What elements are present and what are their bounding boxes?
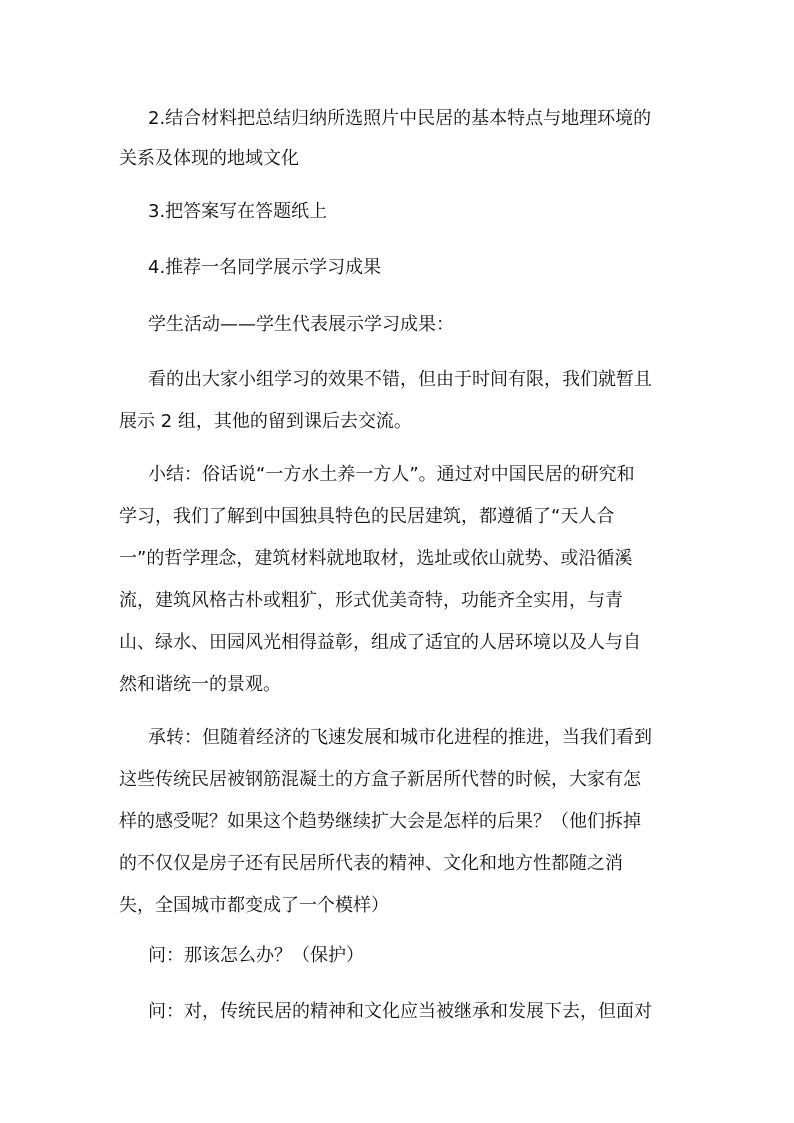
text-line: 4.推荐一名同学展示学习成果 (148, 257, 382, 278)
text-line: 学生活动——学生代表展示学习成果： (148, 314, 454, 335)
text-line: 承转：但随着经济的飞速发展和城市化进程的推进，当我们看到 (148, 727, 652, 748)
text-line: 的不仅仅是房子还有民居所代表的精神、文化和地方性都随之消 (119, 853, 623, 874)
text-line: 展示 2 组，其他的留到课后去交流。 (119, 411, 412, 432)
text-line: 山、绿水、田园风光相得益彰，组成了适宜的人居环境以及人与自 (119, 632, 641, 653)
text-line: 小结：俗话说“一方水土养一方人”。通过对中国民居的研究和 (148, 464, 635, 485)
text-line: 看的出大家小组学习的效果不错，但由于时间有限，我们就暂且 (148, 369, 652, 390)
text-line: 失，全国城市都变成了一个模样） (119, 895, 389, 916)
text-line: 一”的哲学理念，建筑材料就地取材，选址或依山就势、或沿循溪 (119, 548, 633, 569)
text-line: 2.结合材料把总结归纳所选照片中民居的基本特点与地理环境的 (148, 108, 652, 129)
text-line: 样的感受呢？如果这个趋势继续扩大会是怎样的后果？（他们拆掉 (119, 811, 641, 832)
text-line: 问：那该怎么办？（保护） (148, 945, 364, 966)
text-line: 问：对，传统民居的精神和文化应当被继承和发展下去，但面对 (148, 1001, 652, 1022)
text-line: 流，建筑风格古朴或粗犷，形式优美奇特，功能齐全实用，与青 (119, 590, 623, 611)
text-line: 然和谐统一的景观。 (119, 674, 281, 695)
text-line: 3.把答案写在答题纸上 (148, 201, 328, 222)
text-line: 关系及体现的地域文化 (119, 148, 299, 169)
text-line: 学习，我们了解到中国独具特色的民居建筑，都遵循了“天人合 (119, 506, 615, 527)
text-line: 这些传统民居被钢筋混凝土的方盒子新居所代替的时候，大家有怎 (119, 769, 641, 790)
